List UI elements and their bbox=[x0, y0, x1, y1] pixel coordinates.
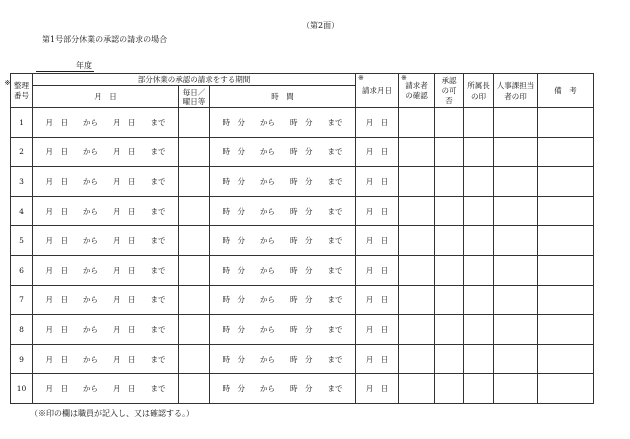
hr-seal-cell[interactable] bbox=[494, 374, 538, 404]
date-range-cell[interactable]: 月 日 から 月 日 まで bbox=[33, 108, 179, 138]
table-row bbox=[11, 255, 594, 285]
header-daily-weekday-label: 毎日／曜日等 bbox=[182, 87, 206, 106]
remarks-cell[interactable] bbox=[538, 344, 594, 374]
date-range-cell[interactable]: 月 日 から 月 日 まで bbox=[33, 167, 179, 197]
footnote: （※印の欄は職員が記入し、又は確認する。） bbox=[30, 409, 194, 418]
header-dept-head-seal-label: 所属長の印 bbox=[467, 80, 490, 101]
header-time-label: 時 間 bbox=[271, 92, 294, 101]
header-period-label: 部分休業の承認の請求をする期間 bbox=[137, 75, 251, 84]
time-range-cell[interactable]: 時 分 から 時 分 まで bbox=[210, 196, 356, 226]
request-date-cell[interactable]: 月 日 bbox=[356, 196, 399, 226]
remarks-cell[interactable] bbox=[538, 167, 594, 197]
requester-confirm-cell[interactable] bbox=[399, 255, 435, 285]
time-range-cell[interactable]: 時 分 から 時 分 まで bbox=[210, 108, 356, 138]
form-title: 第1号部分休業の承認の請求の場合 bbox=[42, 35, 168, 44]
request-date-cell[interactable]: 月 日 bbox=[356, 167, 399, 197]
header-daily-weekday bbox=[179, 86, 210, 108]
time-range-cell[interactable]: 時 分 から 時 分 まで bbox=[210, 315, 356, 345]
header-hr-seal-label: 人事課担当者の印 bbox=[496, 80, 535, 101]
table-row bbox=[11, 226, 594, 256]
requester-confirm-cell[interactable] bbox=[399, 196, 435, 226]
request-date-cell[interactable]: 月 日 bbox=[356, 344, 399, 374]
row-number: 7 bbox=[11, 285, 33, 315]
year-label: 年度 bbox=[76, 61, 92, 70]
request-table bbox=[4, 73, 594, 404]
date-range-cell[interactable]: 月 日 から 月 日 まで bbox=[33, 255, 179, 285]
table-row bbox=[11, 374, 594, 404]
header-approval bbox=[435, 74, 464, 108]
remarks-cell[interactable] bbox=[538, 226, 594, 256]
approval-cell[interactable] bbox=[435, 167, 464, 197]
header-period-group bbox=[33, 74, 356, 86]
requester-confirm-cell[interactable] bbox=[399, 344, 435, 374]
table-row bbox=[11, 137, 594, 167]
approval-cell[interactable] bbox=[435, 315, 464, 345]
date-range-cell[interactable]: 月 日 から 月 日 まで bbox=[33, 226, 179, 256]
row-number: 8 bbox=[11, 315, 33, 345]
requester-confirm-cell[interactable] bbox=[399, 167, 435, 197]
time-range-cell[interactable]: 時 分 から 時 分 まで bbox=[210, 255, 356, 285]
request-date-cell[interactable]: 月 日 bbox=[356, 255, 399, 285]
row-number: 2 bbox=[11, 137, 33, 167]
approval-cell[interactable] bbox=[435, 285, 464, 315]
header-remarks bbox=[538, 74, 594, 108]
request-date-cell[interactable]: 月 日 bbox=[356, 315, 399, 345]
remarks-cell[interactable] bbox=[538, 374, 594, 404]
date-range-cell[interactable]: 月 日 から 月 日 まで bbox=[33, 315, 179, 345]
table-row bbox=[11, 344, 594, 374]
header-remarks-label: 備 考 bbox=[554, 86, 577, 95]
daily-weekday-cell[interactable] bbox=[179, 315, 210, 345]
table-row bbox=[11, 108, 594, 138]
row-number: 4 bbox=[11, 196, 33, 226]
header-request-date-mark: ※ bbox=[358, 74, 364, 82]
approval-cell[interactable] bbox=[435, 226, 464, 256]
approval-cell[interactable] bbox=[435, 344, 464, 374]
dept-head-seal-cell[interactable] bbox=[464, 226, 494, 256]
date-range-cell[interactable]: 月 日 から 月 日 まで bbox=[33, 285, 179, 315]
hr-seal-cell[interactable] bbox=[494, 255, 538, 285]
remarks-cell[interactable] bbox=[538, 196, 594, 226]
table-row bbox=[11, 196, 594, 226]
header-dept-head-seal bbox=[464, 74, 494, 108]
time-range-cell[interactable]: 時 分 から 時 分 まで bbox=[210, 137, 356, 167]
approval-cell[interactable] bbox=[435, 108, 464, 138]
header-requester-confirm-label: 請求者の確認 bbox=[405, 80, 428, 100]
time-range-cell[interactable]: 時 分 から 時 分 まで bbox=[210, 285, 356, 315]
table-row bbox=[11, 167, 594, 197]
row-number: 10 bbox=[11, 374, 33, 404]
dept-head-seal-cell[interactable] bbox=[464, 344, 494, 374]
remarks-cell[interactable] bbox=[538, 285, 594, 315]
header-number-label: 整理番号 bbox=[14, 80, 29, 100]
time-range-cell[interactable]: 時 分 から 時 分 まで bbox=[210, 167, 356, 197]
header-request-date bbox=[356, 74, 399, 108]
approval-cell[interactable] bbox=[435, 255, 464, 285]
hr-seal-cell[interactable] bbox=[494, 196, 538, 226]
time-range-cell[interactable]: 時 分 から 時 分 まで bbox=[210, 226, 356, 256]
daily-weekday-cell[interactable] bbox=[179, 374, 210, 404]
header-requester-confirm bbox=[399, 74, 435, 108]
header-number-mark: ※ bbox=[4, 78, 11, 87]
header-hr-seal bbox=[494, 74, 538, 108]
dept-head-seal-cell[interactable] bbox=[464, 196, 494, 226]
approval-cell[interactable] bbox=[435, 196, 464, 226]
daily-weekday-cell[interactable] bbox=[179, 108, 210, 138]
dept-head-seal-cell[interactable] bbox=[464, 255, 494, 285]
row-number: 5 bbox=[11, 226, 33, 256]
remarks-cell[interactable] bbox=[538, 315, 594, 345]
hr-seal-cell[interactable] bbox=[494, 137, 538, 167]
table-row bbox=[11, 315, 594, 345]
hr-seal-cell[interactable] bbox=[494, 108, 538, 138]
requester-confirm-cell[interactable] bbox=[399, 315, 435, 345]
hr-seal-cell[interactable] bbox=[494, 285, 538, 315]
request-date-cell[interactable]: 月 日 bbox=[356, 137, 399, 167]
daily-weekday-cell[interactable] bbox=[179, 255, 210, 285]
header-month-day-label: 月 日 bbox=[94, 92, 117, 101]
approval-cell[interactable] bbox=[435, 137, 464, 167]
date-range-cell[interactable]: 月 日 から 月 日 まで bbox=[33, 344, 179, 374]
request-date-cell[interactable]: 月 日 bbox=[356, 226, 399, 256]
date-range-cell[interactable]: 月 日 から 月 日 まで bbox=[33, 374, 179, 404]
approval-cell[interactable] bbox=[435, 374, 464, 404]
daily-weekday-cell[interactable] bbox=[179, 196, 210, 226]
dept-head-seal-cell[interactable] bbox=[464, 374, 494, 404]
header-number bbox=[4, 74, 33, 108]
dept-head-seal-cell[interactable] bbox=[464, 315, 494, 345]
dept-head-seal-cell[interactable] bbox=[464, 285, 494, 315]
hr-seal-cell[interactable] bbox=[494, 226, 538, 256]
table-row bbox=[11, 285, 594, 315]
request-date-cell[interactable]: 月 日 bbox=[356, 108, 399, 138]
date-range-cell[interactable]: 月 日 から 月 日 まで bbox=[33, 196, 179, 226]
daily-weekday-cell[interactable] bbox=[179, 344, 210, 374]
requester-confirm-cell[interactable] bbox=[399, 374, 435, 404]
header-requester-confirm-mark: ※ bbox=[401, 74, 407, 82]
daily-weekday-cell[interactable] bbox=[179, 226, 210, 256]
daily-weekday-cell[interactable] bbox=[179, 285, 210, 315]
time-range-cell[interactable]: 時 分 から 時 分 まで bbox=[210, 344, 356, 374]
header-time bbox=[210, 86, 356, 108]
dept-head-seal-cell[interactable] bbox=[464, 167, 494, 197]
row-number: 9 bbox=[11, 344, 33, 374]
daily-weekday-cell[interactable] bbox=[179, 137, 210, 167]
row-number: 6 bbox=[11, 255, 33, 285]
hr-seal-cell[interactable] bbox=[494, 167, 538, 197]
time-range-cell[interactable]: 時 分 から 時 分 まで bbox=[210, 374, 356, 404]
request-date-cell[interactable]: 月 日 bbox=[356, 374, 399, 404]
requester-confirm-cell[interactable] bbox=[399, 226, 435, 256]
header-approval-label: 承認の可否 bbox=[441, 75, 457, 105]
row-number: 3 bbox=[11, 167, 33, 197]
daily-weekday-cell[interactable] bbox=[179, 167, 210, 197]
header-request-date-label: 請求月日 bbox=[362, 86, 393, 95]
row-number: 1 bbox=[11, 108, 33, 138]
hr-seal-cell[interactable] bbox=[494, 315, 538, 345]
page-number-note: （第2面） bbox=[302, 21, 340, 30]
hr-seal-cell[interactable] bbox=[494, 344, 538, 374]
remarks-cell[interactable] bbox=[538, 137, 594, 167]
requester-confirm-cell[interactable] bbox=[399, 285, 435, 315]
request-date-cell[interactable]: 月 日 bbox=[356, 285, 399, 315]
remarks-cell[interactable] bbox=[538, 255, 594, 285]
requester-confirm-cell[interactable] bbox=[399, 108, 435, 138]
dept-head-seal-cell[interactable] bbox=[464, 108, 494, 138]
header-month-day bbox=[33, 86, 179, 108]
requester-confirm-cell[interactable] bbox=[399, 137, 435, 167]
date-range-cell[interactable]: 月 日 から 月 日 まで bbox=[33, 137, 179, 167]
remarks-cell[interactable] bbox=[538, 108, 594, 138]
dept-head-seal-cell[interactable] bbox=[464, 137, 494, 167]
